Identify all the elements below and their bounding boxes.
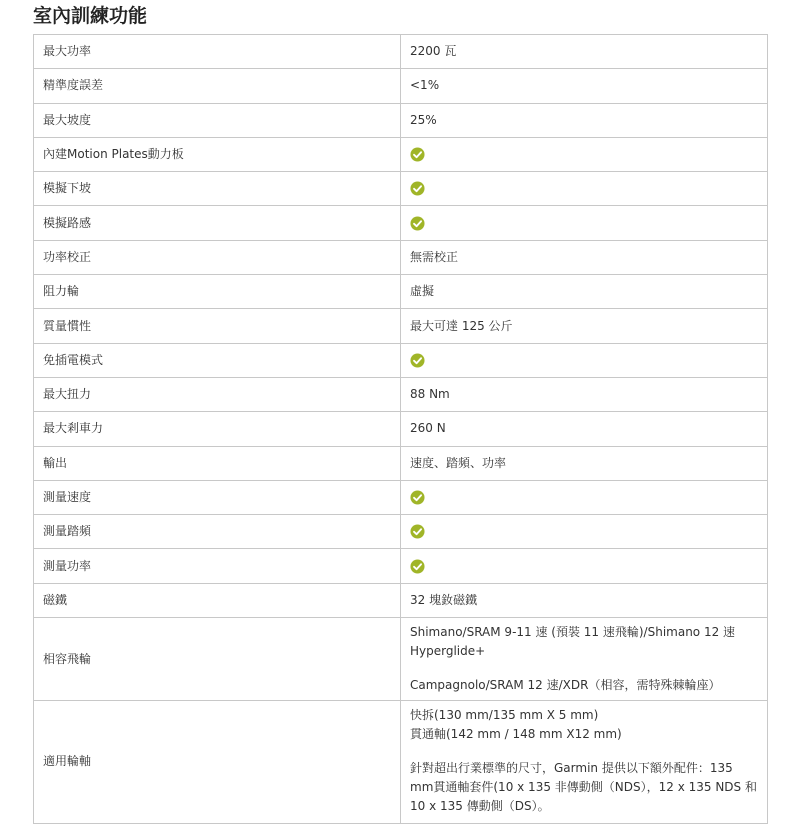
table-row — [34, 377, 768, 411]
spec-value — [401, 343, 768, 377]
table-row — [34, 583, 768, 617]
spec-value — [401, 701, 768, 824]
spec-value: 32 塊釹磁鐵 — [401, 583, 768, 617]
spec-label: 測量功率 — [34, 549, 401, 583]
table-row — [34, 240, 768, 274]
table-row — [34, 69, 768, 103]
table-row — [34, 172, 768, 206]
spec-value: 88 Nm — [401, 377, 768, 411]
check-icon — [410, 181, 425, 196]
spec-value: 2200 瓦 — [401, 35, 768, 69]
check-icon — [410, 524, 425, 539]
spec-label: 質量慣性 — [34, 309, 401, 343]
spec-value: 虛擬 — [401, 275, 768, 309]
spec-label: 精準度誤差 — [34, 69, 401, 103]
check-icon — [410, 559, 425, 574]
spec-value — [401, 549, 768, 583]
check-icon — [410, 216, 425, 231]
spec-label: 阻力輪 — [34, 275, 401, 309]
spec-value — [401, 206, 768, 240]
spec-value — [401, 480, 768, 514]
check-icon — [410, 147, 425, 162]
table-row — [34, 343, 768, 377]
table-row — [34, 515, 768, 549]
page-title: 室內訓練功能 — [33, 5, 148, 27]
table-row — [34, 480, 768, 514]
spec-label: 磁鐵 — [34, 583, 401, 617]
spec-paragraph: Shimano/SRAM 9-11 速 (預裝 11 速飛輪)/Shimano 12 速 Hyperglide+ — [410, 625, 736, 659]
spec-label: 免插電模式 — [34, 343, 401, 377]
spec-value — [401, 172, 768, 206]
table-row — [34, 309, 768, 343]
spec-value: 最大可達 125 公斤 — [401, 309, 768, 343]
spec-value: 速度、踏頻、功率 — [401, 446, 768, 480]
table-row — [34, 701, 768, 824]
spec-label: 輸出 — [34, 446, 401, 480]
spec-paragraph: 快拆(130 mm/135 mm X 5 mm) 貫通軸(142 mm / 148 mm X12 mm) — [410, 708, 622, 742]
spec-paragraph: Campagnolo/SRAM 12 速/XDR（相容，需特殊棘輪座） — [410, 678, 721, 693]
check-icon — [410, 490, 425, 505]
table-row — [34, 412, 768, 446]
table-row — [34, 103, 768, 137]
table-row — [34, 137, 768, 171]
spec-label: 最大坡度 — [34, 103, 401, 137]
spec-label: 最大功率 — [34, 35, 401, 69]
spec-label: 相容飛輪 — [34, 618, 401, 701]
spec-label: 測量踏頻 — [34, 515, 401, 549]
spec-value — [401, 137, 768, 171]
spec-label: 測量速度 — [34, 480, 401, 514]
spec-label: 最大剎車力 — [34, 412, 401, 446]
spec-paragraph: 針對超出行業標準的尺寸，Garmin 提供以下額外配件：135 mm貫通軸套件(10 x 135 非傳動側（NDS），12 x 135 NDS 和 10 x 135 傳動側（DS）。 — [410, 761, 757, 814]
spec-value: <1% — [401, 69, 768, 103]
spec-label: 適用輪軸 — [34, 701, 401, 824]
table-row — [34, 549, 768, 583]
spec-value — [401, 515, 768, 549]
spec-value: 無需校正 — [401, 240, 768, 274]
spec-table — [33, 34, 768, 824]
table-row — [34, 275, 768, 309]
spec-label: 模擬路感 — [34, 206, 401, 240]
spec-label: 內建Motion Plates動力板 — [34, 137, 401, 171]
table-row — [34, 206, 768, 240]
spec-value: 260 N — [401, 412, 768, 446]
table-row — [34, 618, 768, 701]
table-row — [34, 446, 768, 480]
spec-value — [401, 618, 768, 701]
spec-label: 模擬下坡 — [34, 172, 401, 206]
table-row — [34, 35, 768, 69]
spec-value: 25% — [401, 103, 768, 137]
check-icon — [410, 353, 425, 368]
spec-label: 最大扭力 — [34, 377, 401, 411]
spec-label: 功率校正 — [34, 240, 401, 274]
